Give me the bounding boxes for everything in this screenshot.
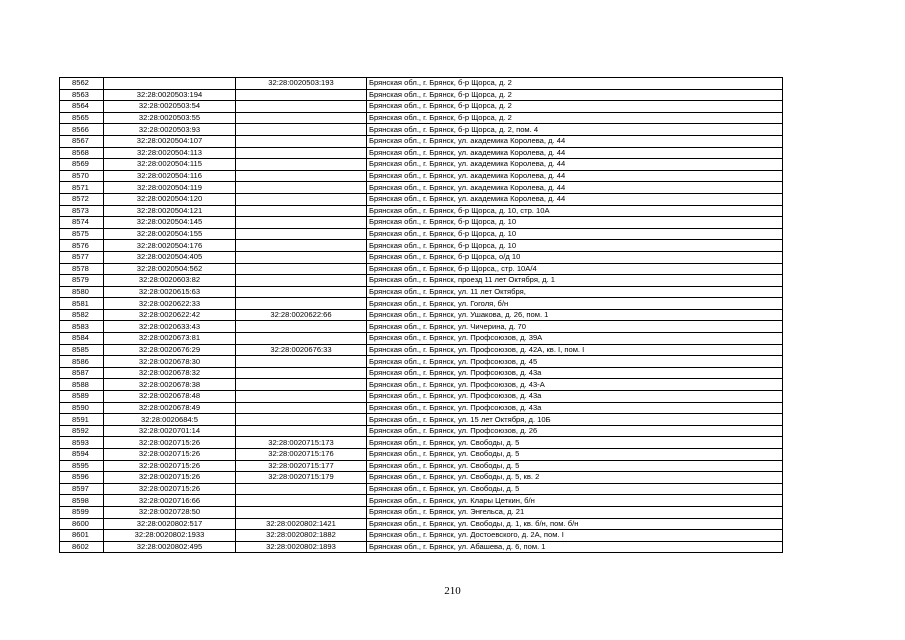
cadastral-number-cell	[104, 78, 236, 90]
row-number-cell: 8583	[60, 321, 104, 333]
table-row	[60, 275, 783, 287]
row-number-cell: 8596	[60, 472, 104, 484]
table-row	[60, 170, 783, 182]
cadastral-number-cell: 32:28:0020715:26	[104, 449, 236, 461]
related-cadastral-number-cell	[236, 367, 367, 379]
cadastral-number-cell: 32:28:0020802:517	[104, 518, 236, 530]
row-number-cell: 8572	[60, 193, 104, 205]
table-row	[60, 495, 783, 507]
table-row	[60, 321, 783, 333]
cadastral-number-cell: 32:28:0020633:43	[104, 321, 236, 333]
table-row	[60, 135, 783, 147]
cadastral-number-cell: 32:28:0020504:145	[104, 217, 236, 229]
cadastral-number-cell: 32:28:0020504:155	[104, 228, 236, 240]
related-cadastral-number-cell: 32:28:0020802:1882	[236, 530, 367, 542]
cadastral-number-cell: 32:28:0020678:48	[104, 391, 236, 403]
related-cadastral-number-cell	[236, 217, 367, 229]
related-cadastral-number-cell: 32:28:0020622:66	[236, 309, 367, 321]
table-row	[60, 112, 783, 124]
cadastral-number-cell: 32:28:0020503:93	[104, 124, 236, 136]
cadastral-number-cell: 32:28:0020504:119	[104, 182, 236, 194]
address-cell: Брянская обл., г. Брянск, ул. Свободы, д. 1, кв. б/н, пом. б/н	[367, 518, 783, 530]
table-row	[60, 344, 783, 356]
address-cell: Брянская обл., г. Брянск, ул. Свободы, д. 5, кв. 2	[367, 472, 783, 484]
cadastral-number-cell: 32:28:0020504:116	[104, 170, 236, 182]
row-number-cell: 8573	[60, 205, 104, 217]
cadastral-number-cell: 32:28:0020615:63	[104, 286, 236, 298]
table-row	[60, 78, 783, 90]
address-cell: Брянская обл., г. Брянск, ул. Профсоюзов, д. 43а	[367, 402, 783, 414]
table-row	[60, 182, 783, 194]
table-row	[60, 298, 783, 310]
cadastral-number-cell: 32:28:0020715:26	[104, 437, 236, 449]
cadastral-number-cell: 32:28:0020802:1933	[104, 530, 236, 542]
cadastral-number-cell: 32:28:0020603:82	[104, 275, 236, 287]
table-row	[60, 124, 783, 136]
related-cadastral-number-cell	[236, 298, 367, 310]
row-number-cell: 8594	[60, 449, 104, 461]
related-cadastral-number-cell	[236, 170, 367, 182]
cadastral-number-cell: 32:28:0020504:405	[104, 251, 236, 263]
related-cadastral-number-cell	[236, 414, 367, 426]
row-number-cell: 8590	[60, 402, 104, 414]
row-number-cell: 8565	[60, 112, 104, 124]
related-cadastral-number-cell	[236, 506, 367, 518]
related-cadastral-number-cell	[236, 147, 367, 159]
row-number-cell: 8563	[60, 89, 104, 101]
address-cell: Брянская обл., г. Брянск, б-р Щорса, д. 10	[367, 217, 783, 229]
table-row	[60, 217, 783, 229]
cadastral-number-cell: 32:28:0020504:121	[104, 205, 236, 217]
cadastral-number-cell: 32:28:0020678:38	[104, 379, 236, 391]
row-number-cell: 8593	[60, 437, 104, 449]
address-cell: Брянская обл., г. Брянск, б-р Щорса, д. 2	[367, 112, 783, 124]
related-cadastral-number-cell	[236, 135, 367, 147]
address-cell: Брянская обл., г. Брянск, ул. академика Королева, д. 44	[367, 159, 783, 171]
table-row	[60, 205, 783, 217]
table-row	[60, 530, 783, 542]
table-row	[60, 391, 783, 403]
related-cadastral-number-cell	[236, 101, 367, 113]
address-cell: Брянская обл., г. Брянск, ул. 15 лет Октября, д. 10Б	[367, 414, 783, 426]
address-cell: Брянская обл., г. Брянск, ул. Профсоюзов, д. 43-А	[367, 379, 783, 391]
address-cell: Брянская обл., г. Брянск, ул. Свободы, д. 5	[367, 449, 783, 461]
row-number-cell: 8581	[60, 298, 104, 310]
related-cadastral-number-cell	[236, 356, 367, 368]
row-number-cell: 8570	[60, 170, 104, 182]
table-row	[60, 449, 783, 461]
related-cadastral-number-cell	[236, 159, 367, 171]
cadastral-number-cell: 32:28:0020504:562	[104, 263, 236, 275]
table-row	[60, 240, 783, 252]
table-row	[60, 472, 783, 484]
table-row	[60, 193, 783, 205]
table-row	[60, 333, 783, 345]
related-cadastral-number-cell	[236, 89, 367, 101]
address-cell: Брянская обл., г. Брянск, б-р Щорса, д. 2	[367, 78, 783, 90]
address-cell: Брянская обл., г. Брянск, ул. Энгельса, д. 21	[367, 506, 783, 518]
table-row	[60, 414, 783, 426]
row-number-cell: 8587	[60, 367, 104, 379]
address-cell: Брянская обл., г. Брянск, б-р Щорса, д. 2	[367, 101, 783, 113]
address-cell: Брянская обл., г. Брянск, ул. Профсоюзов, д. 39А	[367, 333, 783, 345]
table-row	[60, 356, 783, 368]
related-cadastral-number-cell	[236, 263, 367, 275]
related-cadastral-number-cell	[236, 228, 367, 240]
cadastral-number-cell: 32:28:0020715:26	[104, 460, 236, 472]
related-cadastral-number-cell	[236, 124, 367, 136]
cadastral-number-cell: 32:28:0020684:5	[104, 414, 236, 426]
row-number-cell: 8575	[60, 228, 104, 240]
table-row	[60, 89, 783, 101]
row-number-cell: 8562	[60, 78, 104, 90]
related-cadastral-number-cell	[236, 425, 367, 437]
address-cell: Брянская обл., г. Брянск, б-р Щорса, д. 2, пом. 4	[367, 124, 783, 136]
row-number-cell: 8569	[60, 159, 104, 171]
row-number-cell: 8568	[60, 147, 104, 159]
row-number-cell: 8589	[60, 391, 104, 403]
table-row	[60, 541, 783, 553]
row-number-cell: 8579	[60, 275, 104, 287]
address-cell: Брянская обл., г. Брянск, ул. Профсоюзов, д. 43а	[367, 391, 783, 403]
address-cell: Брянская обл., г. Брянск, ул. академика Королева, д. 44	[367, 147, 783, 159]
table-row	[60, 309, 783, 321]
address-cell: Брянская обл., г. Брянск, ул. Профсоюзов, д. 45	[367, 356, 783, 368]
address-cell: Брянская обл., г. Брянск, ул. Гоголя, б/н	[367, 298, 783, 310]
cadastral-number-cell: 32:28:0020504:107	[104, 135, 236, 147]
related-cadastral-number-cell: 32:28:0020503:193	[236, 78, 367, 90]
row-number-cell: 8585	[60, 344, 104, 356]
cadastral-number-cell: 32:28:0020503:194	[104, 89, 236, 101]
address-cell: Брянская обл., г. Брянск, ул. академика Королева, д. 44	[367, 135, 783, 147]
address-cell: Брянская обл., г. Брянск, ул. академика Королева, д. 44	[367, 193, 783, 205]
row-number-cell: 8576	[60, 240, 104, 252]
related-cadastral-number-cell	[236, 391, 367, 403]
row-number-cell: 8592	[60, 425, 104, 437]
cadastral-number-cell: 32:28:0020673:81	[104, 333, 236, 345]
related-cadastral-number-cell	[236, 193, 367, 205]
address-cell: Брянская обл., г. Брянск, ул. Свободы, д. 5	[367, 483, 783, 495]
related-cadastral-number-cell	[236, 205, 367, 217]
table-row	[60, 518, 783, 530]
address-cell: Брянская обл., г. Брянск, ул. Свободы, д. 5	[367, 460, 783, 472]
cadastral-number-cell: 32:28:0020504:176	[104, 240, 236, 252]
cadastral-number-cell: 32:28:0020678:30	[104, 356, 236, 368]
table-row	[60, 147, 783, 159]
address-cell: Брянская обл., г. Брянск, ул. Профсоюзов, д. 26	[367, 425, 783, 437]
registry-table	[59, 77, 783, 553]
row-number-cell: 8599	[60, 506, 104, 518]
related-cadastral-number-cell	[236, 112, 367, 124]
row-number-cell: 8597	[60, 483, 104, 495]
table-row	[60, 402, 783, 414]
row-number-cell: 8566	[60, 124, 104, 136]
row-number-cell: 8577	[60, 251, 104, 263]
cadastral-number-cell: 32:28:0020716:66	[104, 495, 236, 507]
address-cell: Брянская обл., г. Брянск, б-р Щорса, д. 2	[367, 89, 783, 101]
row-number-cell: 8588	[60, 379, 104, 391]
related-cadastral-number-cell: 32:28:0020715:173	[236, 437, 367, 449]
table-row	[60, 286, 783, 298]
related-cadastral-number-cell	[236, 379, 367, 391]
cadastral-number-cell: 32:28:0020802:495	[104, 541, 236, 553]
related-cadastral-number-cell	[236, 333, 367, 345]
cadastral-number-cell: 32:28:0020701:14	[104, 425, 236, 437]
address-cell: Брянская обл., г. Брянск, ул. академика Королева, д. 44	[367, 182, 783, 194]
row-number-cell: 8584	[60, 333, 104, 345]
table-row	[60, 251, 783, 263]
registry-table-body	[60, 78, 783, 553]
related-cadastral-number-cell: 32:28:0020715:179	[236, 472, 367, 484]
page-number: 210	[444, 585, 461, 597]
address-cell: Брянская обл., г. Брянск, ул. Ушакова, д. 26, пом. 1	[367, 309, 783, 321]
address-cell: Брянская обл., г. Брянск, ул. Профсоюзов, д. 43а	[367, 367, 783, 379]
related-cadastral-number-cell: 32:28:0020802:1893	[236, 541, 367, 553]
table-row	[60, 101, 783, 113]
cadastral-number-cell: 32:28:0020622:42	[104, 309, 236, 321]
cadastral-number-cell: 32:28:0020676:29	[104, 344, 236, 356]
address-cell: Брянская обл., г. Брянск, ул. Чичерина, д. 70	[367, 321, 783, 333]
row-number-cell: 8600	[60, 518, 104, 530]
address-cell: Брянская обл., г. Брянск, проезд 11 лет Октября, д. 1	[367, 275, 783, 287]
row-number-cell: 8591	[60, 414, 104, 426]
table-row	[60, 506, 783, 518]
table-row	[60, 425, 783, 437]
table-row	[60, 460, 783, 472]
row-number-cell: 8567	[60, 135, 104, 147]
related-cadastral-number-cell	[236, 402, 367, 414]
cadastral-number-cell: 32:28:0020715:26	[104, 483, 236, 495]
related-cadastral-number-cell	[236, 321, 367, 333]
related-cadastral-number-cell	[236, 182, 367, 194]
cadastral-number-cell: 32:28:0020715:26	[104, 472, 236, 484]
cadastral-number-cell: 32:28:0020504:120	[104, 193, 236, 205]
row-number-cell: 8580	[60, 286, 104, 298]
table-row	[60, 437, 783, 449]
table-row	[60, 159, 783, 171]
address-cell: Брянская обл., г. Брянск, б-р Щорса,, стр. 10А/4	[367, 263, 783, 275]
address-cell: Брянская обл., г. Брянск, ул. академика Королева, д. 44	[367, 170, 783, 182]
table-row	[60, 483, 783, 495]
address-cell: Брянская обл., г. Брянск, ул. Абашева, д. 6, пом. 1	[367, 541, 783, 553]
table-row	[60, 367, 783, 379]
cadastral-number-cell: 32:28:0020503:55	[104, 112, 236, 124]
cadastral-number-cell: 32:28:0020728:50	[104, 506, 236, 518]
table-row	[60, 263, 783, 275]
table-row	[60, 379, 783, 391]
address-cell: Брянская обл., г. Брянск, б-р Щорса, о/д 10	[367, 251, 783, 263]
related-cadastral-number-cell	[236, 483, 367, 495]
related-cadastral-number-cell: 32:28:0020715:177	[236, 460, 367, 472]
address-cell: Брянская обл., г. Брянск, ул. Свободы, д. 5	[367, 437, 783, 449]
address-cell: Брянская обл., г. Брянск, б-р Щорса, д. 10, стр. 10А	[367, 205, 783, 217]
row-number-cell: 8578	[60, 263, 104, 275]
related-cadastral-number-cell	[236, 286, 367, 298]
cadastral-number-cell: 32:28:0020504:115	[104, 159, 236, 171]
row-number-cell: 8586	[60, 356, 104, 368]
row-number-cell: 8582	[60, 309, 104, 321]
related-cadastral-number-cell: 32:28:0020676:33	[236, 344, 367, 356]
cadastral-number-cell: 32:28:0020504:113	[104, 147, 236, 159]
related-cadastral-number-cell: 32:28:0020802:1421	[236, 518, 367, 530]
address-cell: Брянская обл., г. Брянск, ул. Клары Цеткин, б/н	[367, 495, 783, 507]
address-cell: Брянская обл., г. Брянск, ул. Профсоюзов, д. 42А, кв. I, пом. I	[367, 344, 783, 356]
row-number-cell: 8601	[60, 530, 104, 542]
address-cell: Брянская обл., г. Брянск, б-р Щорса, д. 10	[367, 228, 783, 240]
related-cadastral-number-cell	[236, 275, 367, 287]
cadastral-number-cell: 32:28:0020678:49	[104, 402, 236, 414]
row-number-cell: 8602	[60, 541, 104, 553]
cadastral-number-cell: 32:28:0020503:54	[104, 101, 236, 113]
row-number-cell: 8564	[60, 101, 104, 113]
related-cadastral-number-cell	[236, 495, 367, 507]
row-number-cell: 8571	[60, 182, 104, 194]
cadastral-number-cell: 32:28:0020678:32	[104, 367, 236, 379]
address-cell: Брянская обл., г. Брянск, б-р Щорса, д. 10	[367, 240, 783, 252]
related-cadastral-number-cell	[236, 240, 367, 252]
address-cell: Брянская обл., г. Брянск, ул. Достоевского, д. 2А, пом. I	[367, 530, 783, 542]
row-number-cell: 8598	[60, 495, 104, 507]
related-cadastral-number-cell	[236, 251, 367, 263]
related-cadastral-number-cell: 32:28:0020715:176	[236, 449, 367, 461]
cadastral-number-cell: 32:28:0020622:33	[104, 298, 236, 310]
row-number-cell: 8574	[60, 217, 104, 229]
table-row	[60, 228, 783, 240]
address-cell: Брянская обл., г. Брянск, ул. 11 лет Октября,	[367, 286, 783, 298]
row-number-cell: 8595	[60, 460, 104, 472]
